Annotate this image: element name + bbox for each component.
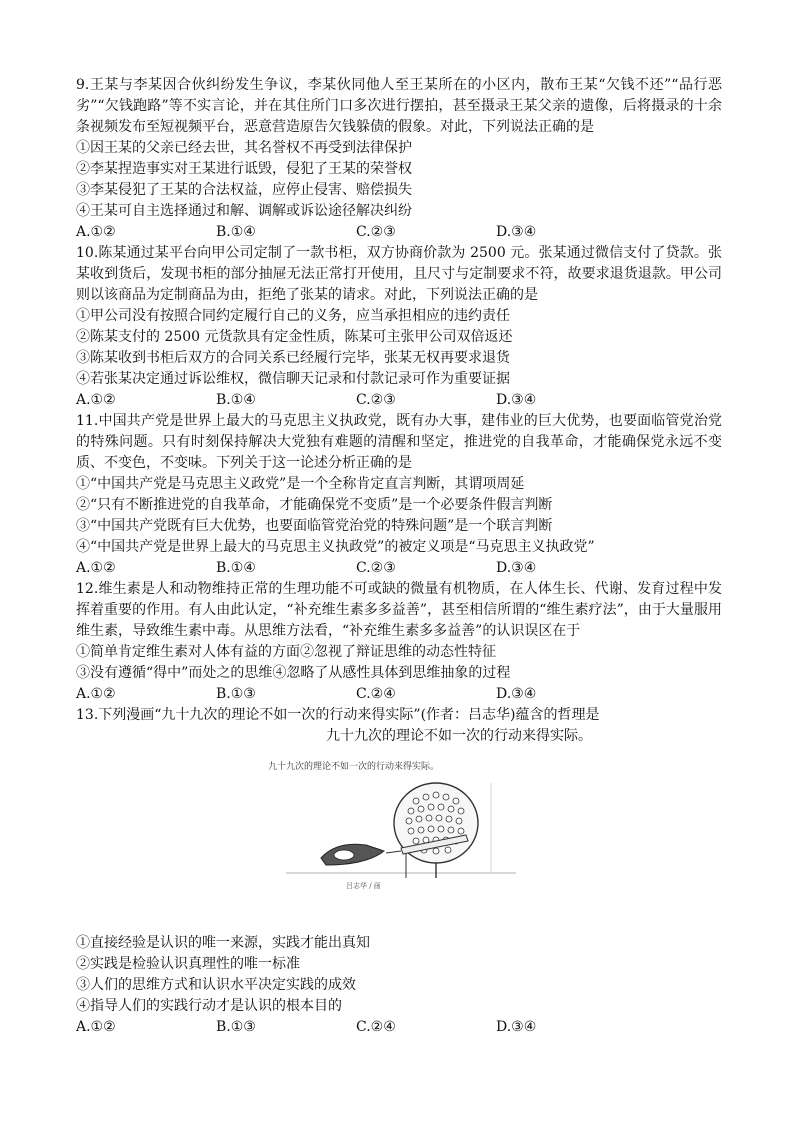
option-1: ①“中国共产党是马克思主义政党”是一个全称肯定直言判断，其谓项周延 xyxy=(76,476,525,492)
answer-choices xyxy=(76,558,722,579)
option-line-2: ③没有遵循“得中”而处之的思维④忽略了从感性具体到思维抽象的过程 xyxy=(76,665,511,681)
comic-caption: 九十九次的理论不如一次的行动来得实际。 xyxy=(326,728,592,744)
question-stem: 11.中国共产党是世界上最大的马克思主义执政党，既有办大事，建伟业的巨大优势，也要面临管党治党的特殊问题。只有时刻保持解决大党独有难题的清醒和坚定，推进党的自我革命，才能确保党永远不变质、不变色，不变味。下列关于这一论述分析正确的是 xyxy=(76,413,722,471)
comic-drawing xyxy=(266,753,536,903)
option-3: ③人们的思维方式和认识水平决定实践的成效 xyxy=(76,977,356,993)
answer-choices xyxy=(76,684,722,705)
choice-b: B.①③ xyxy=(216,1019,256,1035)
choice-b: B.①④ xyxy=(216,560,256,576)
choice-b: B.①④ xyxy=(216,392,256,408)
question-13 xyxy=(76,705,722,1038)
question-stem: 13.下列漫画“九十九次的理论不如一次的行动来得实际”(作者：吕志华)蕴含的哲理是 xyxy=(76,707,600,723)
option-4: ④指导人们的实践行动才是认识的根本目的 xyxy=(76,998,342,1014)
choice-a: A.①② xyxy=(76,392,116,408)
choice-c: C.②③ xyxy=(356,560,396,576)
option-2: ②“只有不断推进党的自我革命，才能确保党不变质”是一个必要条件假言判断 xyxy=(76,497,553,513)
option-3: ③“中国共产党既有巨大优势，也要面临管党治党的特殊问题”是一个联言判断 xyxy=(76,518,553,534)
choice-c: C.②③ xyxy=(356,224,396,240)
choice-b: B.①③ xyxy=(216,686,256,702)
answer-choices xyxy=(76,1017,722,1038)
option-line-1: ①简单肯定维生素对人体有益的方面②忽视了辩证思维的动态性特征 xyxy=(76,644,496,660)
option-4: ④若张某决定通过诉讼维权，微信聊天记录和付款记录可作为重要证据 xyxy=(76,371,510,387)
option-4: ④王某可自主选择通过和解、调解或诉讼途径解决纠纷 xyxy=(76,203,412,219)
choice-d: D.③④ xyxy=(496,560,537,576)
choice-a: A.①② xyxy=(76,560,116,576)
choice-d: D.③④ xyxy=(496,224,537,240)
question-stem: 12.维生素是人和动物维持正常的生理功能不可或缺的微量有机物质，在人体生长、代谢、发育过程中发挥着重要的作用。有人由此认定，“补充维生素多多益善”，甚至相信所谓的“维生素疗法”，由于大量服用维生素，导致维生素中毒。从思维方法看，“补充维生素多多益善”的认识误区在于 xyxy=(76,581,722,639)
comic-title: 九十九次的理论不如一次的行动来得实际。 xyxy=(268,762,440,772)
comic-illustration xyxy=(266,753,536,903)
choice-a: A.①② xyxy=(76,1019,116,1035)
answer-choices xyxy=(76,222,722,243)
question-stem: 9.王某与李某因合伙纠纷发生争议，李某伙同他人至王某所在的小区内，散布王某“欠钱不还”“品行恶劣”“欠钱跑路”等不实言论，并在其住所门口多次进行摆拍，甚至摄录王某父亲的遗像，后将摄录的十余条视频发布至短视频平台，恶意营造原告欠钱躲债的假象。对此，下列说法正确的是 xyxy=(76,77,722,135)
choice-d: D.③④ xyxy=(496,686,537,702)
comic-signature: 吕志华 / 画 xyxy=(346,882,381,890)
option-3: ③李某侵犯了王某的合法权益，应停止侵害、赔偿损失 xyxy=(76,182,412,198)
choice-d: D.③④ xyxy=(496,392,537,408)
questions xyxy=(76,75,722,1038)
choice-a: A.①② xyxy=(76,686,116,702)
option-3: ③陈某收到书柜后双方的合同关系已经履行完毕，张某无权再要求退货 xyxy=(76,350,510,366)
option-2: ②实践是检验认识真理性的唯一标准 xyxy=(76,956,300,972)
answer-choices xyxy=(76,390,722,411)
option-1: ①直接经验是认识的唯一来源，实践才能出真知 xyxy=(76,935,370,951)
choice-c: C.②④ xyxy=(356,686,396,702)
question-9 xyxy=(76,75,722,243)
question-10 xyxy=(76,243,722,411)
question-stem: 10.陈某通过某平台向甲公司定制了一款书柜，双方协商价款为 2500 元。张某通过微信支付了贷款。张某收到货后，发现书柜的部分抽屉无法正常打开使用，且尺寸与定制要求不符，故要求退货退款。甲公司则以该商品为定制商品为由，拒绝了张某的请求。对此，下列说法正确的是 xyxy=(76,245,722,303)
spacer xyxy=(76,903,722,933)
choice-d: D.③④ xyxy=(496,1019,537,1035)
option-1: ①甲公司没有按照合同约定履行自己的义务，应当承担相应的违约责任 xyxy=(76,308,510,324)
option-4: ④“中国共产党是世界上最大的马克思主义执政党”的被定义项是“马克思主义执政党” xyxy=(76,539,595,555)
choice-a: A.①② xyxy=(76,224,116,240)
choice-c: C.②④ xyxy=(356,1019,396,1035)
question-11 xyxy=(76,411,722,579)
option-2: ②李某捏造事实对王某进行诋毁，侵犯了王某的荣誉权 xyxy=(76,161,412,177)
choice-c: C.②③ xyxy=(356,392,396,408)
choice-b: B.①④ xyxy=(216,224,256,240)
option-1: ①因王某的父亲已经去世，其名誉权不再受到法律保护 xyxy=(76,140,412,156)
option-2: ②陈某支付的 2500 元货款具有定金性质，陈某可主张甲公司双倍返还 xyxy=(76,329,513,345)
question-12 xyxy=(76,579,722,705)
